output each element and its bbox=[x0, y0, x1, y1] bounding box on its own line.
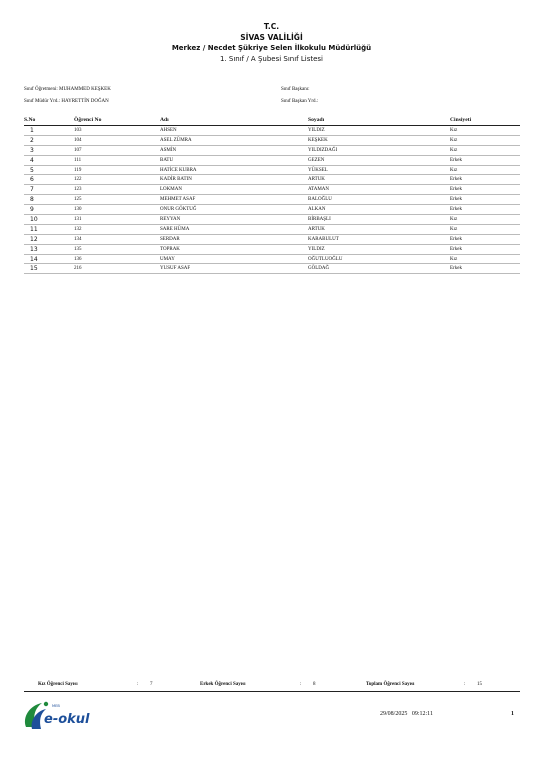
column-header-sno: S.No bbox=[24, 116, 74, 126]
table-row bbox=[24, 254, 520, 264]
cell-first-name: SARE HÜMA bbox=[160, 224, 308, 234]
page-number: 1 bbox=[511, 711, 514, 717]
cell-gender: Erkek bbox=[450, 264, 520, 274]
cell-student-no: 125 bbox=[74, 195, 160, 205]
cell-last-name: GEZEN bbox=[308, 155, 450, 165]
cell-first-name: ASMİN bbox=[160, 145, 308, 155]
meta-teacher bbox=[24, 87, 111, 92]
girls-count-separator: : bbox=[137, 682, 139, 687]
cell-last-name: YÜKSEL bbox=[308, 165, 450, 175]
cell-sno: 5 bbox=[24, 165, 74, 175]
column-header-first-name: Adı bbox=[160, 116, 308, 126]
girls-count-label: Kız Öğrenci Sayısı bbox=[38, 682, 78, 687]
student-list-table bbox=[24, 116, 520, 274]
cell-gender: Erkek bbox=[450, 195, 520, 205]
meta-teacher-value: MUHAMMED KEŞKEK bbox=[59, 87, 111, 92]
cell-student-no: 135 bbox=[74, 244, 160, 254]
cell-sno: 11 bbox=[24, 224, 74, 234]
cell-last-name: YILDIZDAĞI bbox=[308, 145, 450, 155]
total-count-label: Toplam Öğrenci Sayısı bbox=[366, 682, 415, 687]
table-row bbox=[24, 155, 520, 165]
table-body bbox=[24, 126, 520, 274]
print-datetime: 29/08/2025 09:12:11 bbox=[380, 711, 433, 717]
header-line-tc: T.C. bbox=[263, 22, 280, 31]
boys-count-separator: : bbox=[300, 682, 302, 687]
girls-count-value: 7 bbox=[150, 682, 153, 687]
meta-teacher-label: Sınıf Öğretmeni : bbox=[24, 87, 59, 92]
cell-gender: Erkek bbox=[450, 185, 520, 195]
cell-student-no: 104 bbox=[74, 135, 160, 145]
table-row bbox=[24, 215, 520, 225]
cell-sno: 2 bbox=[24, 135, 74, 145]
cell-gender: Kız bbox=[450, 254, 520, 264]
total-count-separator: : bbox=[464, 682, 466, 687]
cell-student-no: 111 bbox=[74, 155, 160, 165]
cell-last-name: ARTUK bbox=[308, 224, 450, 234]
column-header-student-no: Öğrenci No bbox=[74, 116, 160, 126]
cell-sno: 13 bbox=[24, 244, 74, 254]
cell-student-no: 130 bbox=[74, 205, 160, 215]
cell-sno: 4 bbox=[24, 155, 74, 165]
cell-last-name: KARABULUT bbox=[308, 234, 450, 244]
cell-sno: 7 bbox=[24, 185, 74, 195]
table-row bbox=[24, 244, 520, 254]
header-line-class-list: 1. Sınıf / A Şubesi Sınıf Listesi bbox=[219, 55, 323, 63]
boys-count-label: Erkek Öğrenci Sayısı bbox=[200, 682, 246, 687]
cell-sno: 12 bbox=[24, 234, 74, 244]
cell-student-no: 216 bbox=[74, 264, 160, 274]
meta-vice-president bbox=[281, 99, 318, 104]
cell-first-name: LOKMAN bbox=[160, 185, 308, 195]
cell-last-name: GÖLDAĞ bbox=[308, 264, 450, 274]
table-row bbox=[24, 234, 520, 244]
cell-gender: Erkek bbox=[450, 175, 520, 185]
meta-vice-value: HAYRETTİN DOĞAN bbox=[61, 99, 109, 104]
cell-gender: Kız bbox=[450, 224, 520, 234]
e-okul-logo bbox=[22, 697, 102, 733]
table-header-row bbox=[24, 116, 520, 126]
header-line-governorship: SİVAS VALİLİĞİ bbox=[240, 33, 303, 42]
cell-first-name: ONUR GÖKTUĞ bbox=[160, 205, 308, 215]
cell-gender: Kız bbox=[450, 126, 520, 136]
e-okul-logo-icon bbox=[22, 697, 102, 733]
cell-first-name: ASEL ZÜMRA bbox=[160, 135, 308, 145]
cell-sno: 6 bbox=[24, 175, 74, 185]
cell-first-name: SERDAR bbox=[160, 234, 308, 244]
logo-eokul-text: e-okul bbox=[44, 712, 90, 727]
cell-last-name: YILDIZ bbox=[308, 244, 450, 254]
table-row bbox=[24, 135, 520, 145]
cell-student-no: 134 bbox=[74, 234, 160, 244]
table-row bbox=[24, 205, 520, 215]
table-row bbox=[24, 185, 520, 195]
meta-vice-label: Sınıf Müdür Yrd. : bbox=[24, 99, 61, 104]
cell-gender: Erkek bbox=[450, 155, 520, 165]
logo-meb-text: MEB bbox=[52, 704, 60, 708]
cell-last-name: KEŞKEK bbox=[308, 135, 450, 145]
column-header-gender: Cinsiyeti bbox=[450, 116, 520, 126]
meta-president bbox=[281, 87, 309, 92]
cell-last-name: OĞUTLUOĞLU bbox=[308, 254, 450, 264]
cell-first-name: KADİR BATIN bbox=[160, 175, 308, 185]
cell-student-no: 123 bbox=[74, 185, 160, 195]
column-header-last-name: Soyadı bbox=[308, 116, 450, 126]
table-row bbox=[24, 165, 520, 175]
cell-student-no: 122 bbox=[74, 175, 160, 185]
cell-first-name: MEHMET ASAF bbox=[160, 195, 308, 205]
cell-last-name: ATAMAN bbox=[308, 185, 450, 195]
cell-sno: 10 bbox=[24, 215, 74, 225]
cell-first-name: REYYAN bbox=[160, 215, 308, 225]
cell-first-name: TOPRAK bbox=[160, 244, 308, 254]
cell-first-name: UMAY bbox=[160, 254, 308, 264]
total-count-value: 15 bbox=[477, 682, 482, 687]
cell-gender: Kız bbox=[450, 215, 520, 225]
cell-gender: Kız bbox=[450, 135, 520, 145]
header-line-school: Merkez / Necdet Şükriye Selen İlkokulu Müdürlüğü bbox=[171, 44, 372, 52]
cell-student-no: 131 bbox=[74, 215, 160, 225]
cell-last-name: BİRBAŞLI bbox=[308, 215, 450, 225]
boys-count-value: 8 bbox=[313, 682, 316, 687]
cell-first-name: AHSEN bbox=[160, 126, 308, 136]
cell-sno: 8 bbox=[24, 195, 74, 205]
cell-sno: 14 bbox=[24, 254, 74, 264]
cell-first-name: HATİCE KUBRA bbox=[160, 165, 308, 175]
cell-student-no: 136 bbox=[74, 254, 160, 264]
cell-first-name: BATU bbox=[160, 155, 308, 165]
table-row bbox=[24, 195, 520, 205]
cell-student-no: 119 bbox=[74, 165, 160, 175]
cell-gender: Kız bbox=[450, 145, 520, 155]
cell-last-name: ARTUK bbox=[308, 175, 450, 185]
cell-sno: 1 bbox=[24, 126, 74, 136]
cell-gender: Erkek bbox=[450, 244, 520, 254]
meta-president-label: Sınıf Başkanı : bbox=[281, 87, 309, 92]
meta-vice-principal bbox=[24, 99, 109, 104]
cell-sno: 9 bbox=[24, 205, 74, 215]
cell-gender: Erkek bbox=[450, 234, 520, 244]
table-row bbox=[24, 126, 520, 136]
cell-last-name: ALKAN bbox=[308, 205, 450, 215]
cell-student-no: 132 bbox=[74, 224, 160, 234]
cell-last-name: BALOĞLU bbox=[308, 195, 450, 205]
cell-student-no: 107 bbox=[74, 145, 160, 155]
cell-sno: 3 bbox=[24, 145, 74, 155]
cell-gender: Erkek bbox=[450, 205, 520, 215]
table-row bbox=[24, 224, 520, 234]
cell-gender: Kız bbox=[450, 165, 520, 175]
cell-sno: 15 bbox=[24, 264, 74, 274]
table-row bbox=[24, 145, 520, 155]
meta-vice-president-label: Sınıf Başkan Yrd. : bbox=[281, 99, 318, 104]
table-row bbox=[24, 264, 520, 274]
cell-student-no: 103 bbox=[74, 126, 160, 136]
cell-first-name: YUSUF ASAF bbox=[160, 264, 308, 274]
totals-bar bbox=[24, 682, 520, 692]
cell-last-name: YILDIZ bbox=[308, 126, 450, 136]
table-row bbox=[24, 175, 520, 185]
